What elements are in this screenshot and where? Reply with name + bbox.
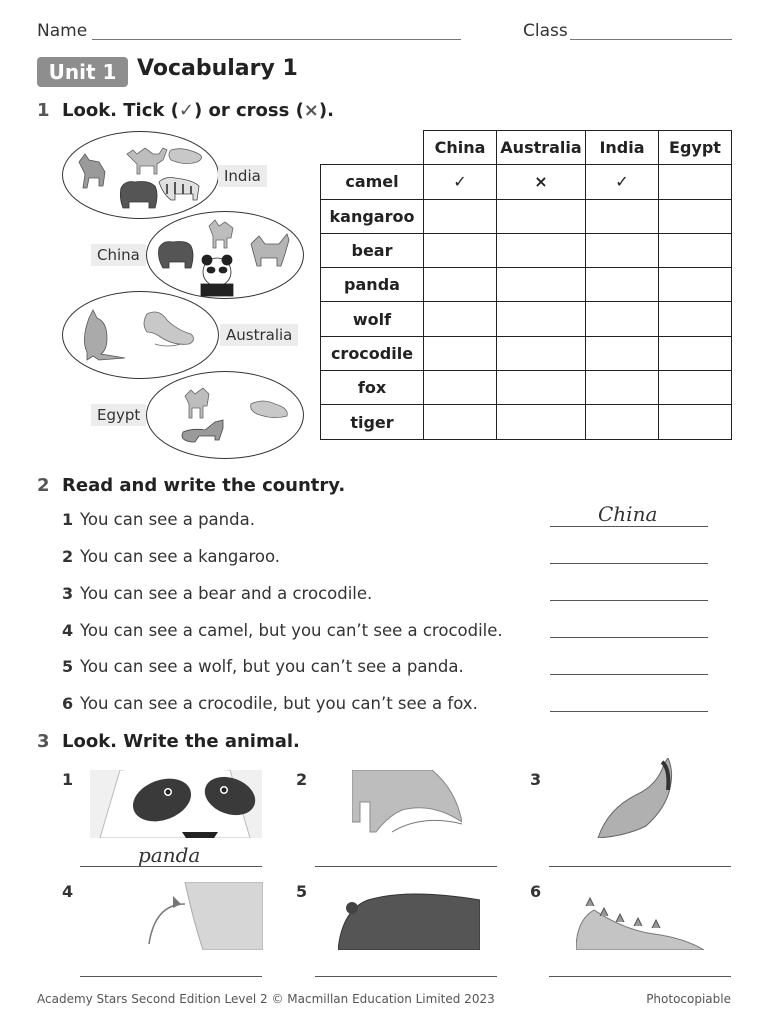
- egypt-label: Egypt: [91, 404, 146, 426]
- table-row: [321, 233, 732, 267]
- australia-animals-oval: [62, 291, 219, 379]
- question-text: You can see a panda.: [80, 510, 255, 529]
- handwritten-answer: panda: [138, 843, 201, 867]
- column-header-australia: Australia: [497, 131, 586, 165]
- question-number: 6: [62, 694, 74, 713]
- question-text: You can see a kangaroo.: [80, 547, 281, 566]
- picture-number: 2: [296, 770, 308, 789]
- picture-camel-closeup: [352, 770, 462, 838]
- exercise-1-number: 1: [37, 100, 50, 121]
- egypt-animals-oval: [146, 371, 304, 459]
- answer-cell[interactable]: [424, 371, 497, 405]
- name-write-line[interactable]: [92, 39, 461, 40]
- answer-cell[interactable]: [586, 336, 659, 370]
- instruction-part-b: ) or cross (: [193, 100, 304, 121]
- answer-cell[interactable]: [659, 233, 732, 267]
- australia-animals-illustration: [63, 292, 220, 380]
- name-label: Name: [37, 21, 88, 41]
- bear-icon: [338, 890, 480, 950]
- column-header-egypt: Egypt: [659, 131, 732, 165]
- table-row: [321, 199, 732, 233]
- answer-cell[interactable]: [659, 371, 732, 405]
- wolf-icon: [79, 154, 105, 188]
- answer-cell[interactable]: [586, 371, 659, 405]
- answer-cell[interactable]: [659, 268, 732, 302]
- column-header-china: China: [424, 131, 497, 165]
- question-number: 1: [62, 510, 74, 529]
- answer-cell[interactable]: [497, 199, 586, 233]
- answer-cell[interactable]: [497, 268, 586, 302]
- picture-camel-back: [145, 882, 263, 950]
- answer-cell[interactable]: [586, 199, 659, 233]
- tick-cross-table: [320, 130, 732, 440]
- answer-line[interactable]: [550, 600, 708, 601]
- answer-cell[interactable]: [497, 371, 586, 405]
- crocodile-icon: [596, 758, 686, 838]
- question-text: You can see a wolf, but you can’t see a panda.: [80, 657, 464, 676]
- answer-cell[interactable]: [586, 268, 659, 302]
- exercise-3-title: Look. Write the animal.: [62, 731, 300, 752]
- tick-symbol: ✓: [178, 100, 194, 121]
- row-header-bear: bear: [321, 233, 424, 267]
- fox-icon: [182, 420, 223, 442]
- question-number: 4: [62, 621, 74, 640]
- row-header-fox: fox: [321, 371, 424, 405]
- exercise-2-title: Read and write the country.: [62, 475, 346, 496]
- china-label: China: [91, 244, 146, 266]
- answer-cell[interactable]: [424, 233, 497, 267]
- row-header-kangaroo: kangaroo: [321, 199, 424, 233]
- answer-line[interactable]: [80, 866, 262, 867]
- answer-cell[interactable]: [586, 233, 659, 267]
- table-row: [321, 336, 732, 370]
- answer-cell[interactable]: [659, 405, 732, 439]
- table-header-row: [321, 131, 732, 165]
- answer-line[interactable]: [550, 711, 708, 712]
- camel-icon: [209, 220, 233, 248]
- answer-cell[interactable]: [424, 268, 497, 302]
- picture-number: 1: [62, 770, 74, 789]
- row-header-panda: panda: [321, 268, 424, 302]
- answer-line[interactable]: [315, 866, 497, 867]
- answer-line[interactable]: [549, 866, 731, 867]
- answer-cell[interactable]: [586, 302, 659, 336]
- question-text: You can see a crocodile, but you can’t see a fox.: [80, 694, 478, 713]
- crocodile-icon: [169, 149, 202, 164]
- table-row: [321, 405, 732, 439]
- crocodile-icon: [144, 312, 194, 346]
- answer-cell[interactable]: [497, 336, 586, 370]
- answer-cell[interactable]: [659, 199, 732, 233]
- picture-crocodile-tail: [596, 758, 686, 838]
- kangaroo-icon: [84, 310, 125, 360]
- question-number: 3: [62, 584, 74, 603]
- question-number: 5: [62, 657, 74, 676]
- class-label: Class: [523, 21, 568, 41]
- bear-icon: [120, 182, 157, 209]
- unit-badge: Unit 1: [37, 57, 128, 87]
- camel-icon: [352, 770, 462, 838]
- row-header-crocodile: crocodile: [321, 336, 424, 370]
- answer-cell[interactable]: [497, 233, 586, 267]
- camel-icon: [185, 388, 209, 418]
- picture-crocodile-back: [576, 892, 704, 950]
- crocodile-icon: [576, 892, 704, 950]
- answer-cell[interactable]: ✓: [424, 165, 497, 199]
- answer-line[interactable]: [549, 976, 731, 977]
- cross-symbol: ×: [303, 100, 319, 121]
- handwritten-answer: China: [598, 502, 658, 526]
- picture-number: 5: [296, 882, 308, 901]
- row-header-tiger: tiger: [321, 405, 424, 439]
- picture-bear-back: [338, 890, 480, 950]
- answer-cell[interactable]: [424, 199, 497, 233]
- answer-cell[interactable]: [424, 336, 497, 370]
- picture-number: 3: [530, 770, 542, 789]
- answer-cell[interactable]: [497, 302, 586, 336]
- answer-cell[interactable]: [659, 336, 732, 370]
- china-animals-illustration: [147, 212, 305, 300]
- camel-icon: [127, 148, 167, 174]
- question-text: You can see a bear and a crocodile.: [80, 584, 373, 603]
- answer-cell[interactable]: ✓: [586, 165, 659, 199]
- exercise-1-title: [62, 100, 334, 121]
- table-row: [321, 165, 732, 199]
- picture-number: 4: [62, 882, 74, 901]
- exercise-2-number: 2: [37, 475, 50, 496]
- column-header-india: India: [586, 131, 659, 165]
- answer-cell[interactable]: [424, 302, 497, 336]
- camel-icon: [145, 882, 263, 950]
- answer-line[interactable]: [550, 526, 708, 527]
- india-animals-illustration: [63, 132, 220, 220]
- row-header-camel: camel: [321, 165, 424, 199]
- india-label: India: [218, 165, 267, 187]
- answer-cell[interactable]: [659, 302, 732, 336]
- crocodile-icon: [251, 401, 288, 418]
- answer-cell[interactable]: [659, 165, 732, 199]
- table-row: [321, 371, 732, 405]
- china-animals-oval: [146, 211, 304, 299]
- answer-line[interactable]: [550, 637, 708, 638]
- wolf-icon: [251, 234, 289, 266]
- india-animals-oval: [62, 131, 219, 219]
- bear-icon: [159, 242, 194, 269]
- table-corner-cell: [321, 131, 424, 165]
- answer-line[interactable]: [550, 674, 708, 675]
- unit-title: Vocabulary 1: [137, 56, 298, 81]
- row-header-wolf: wolf: [321, 302, 424, 336]
- tiger-icon: [159, 178, 199, 201]
- instruction-part-c: ).: [318, 100, 334, 121]
- answer-line[interactable]: [550, 563, 708, 564]
- table-row: [321, 268, 732, 302]
- answer-line[interactable]: [80, 976, 262, 977]
- footer-photocopiable: Photocopiable: [646, 992, 731, 1006]
- footer-copyright: Academy Stars Second Edition Level 2 © Macmillan Education Limited 2023: [37, 992, 495, 1006]
- picture-number: 6: [530, 882, 542, 901]
- picture-panda-closeup: [90, 770, 262, 838]
- answer-line[interactable]: [315, 976, 497, 977]
- question-number: 2: [62, 547, 74, 566]
- australia-label: Australia: [220, 324, 298, 346]
- answer-cell[interactable]: [586, 405, 659, 439]
- panda-icon: [90, 770, 262, 838]
- egypt-animals-illustration: [147, 372, 305, 460]
- exercise-3-number: 3: [37, 731, 50, 752]
- table-row: [321, 302, 732, 336]
- answer-cell[interactable]: [424, 405, 497, 439]
- panda-icon: [201, 255, 233, 296]
- instruction-part-a: Look. Tick (: [62, 100, 179, 121]
- answer-cell[interactable]: ×: [497, 165, 586, 199]
- class-write-line[interactable]: [570, 39, 732, 40]
- answer-cell[interactable]: [497, 405, 586, 439]
- question-text: You can see a camel, but you can’t see a crocodile.: [80, 621, 503, 640]
